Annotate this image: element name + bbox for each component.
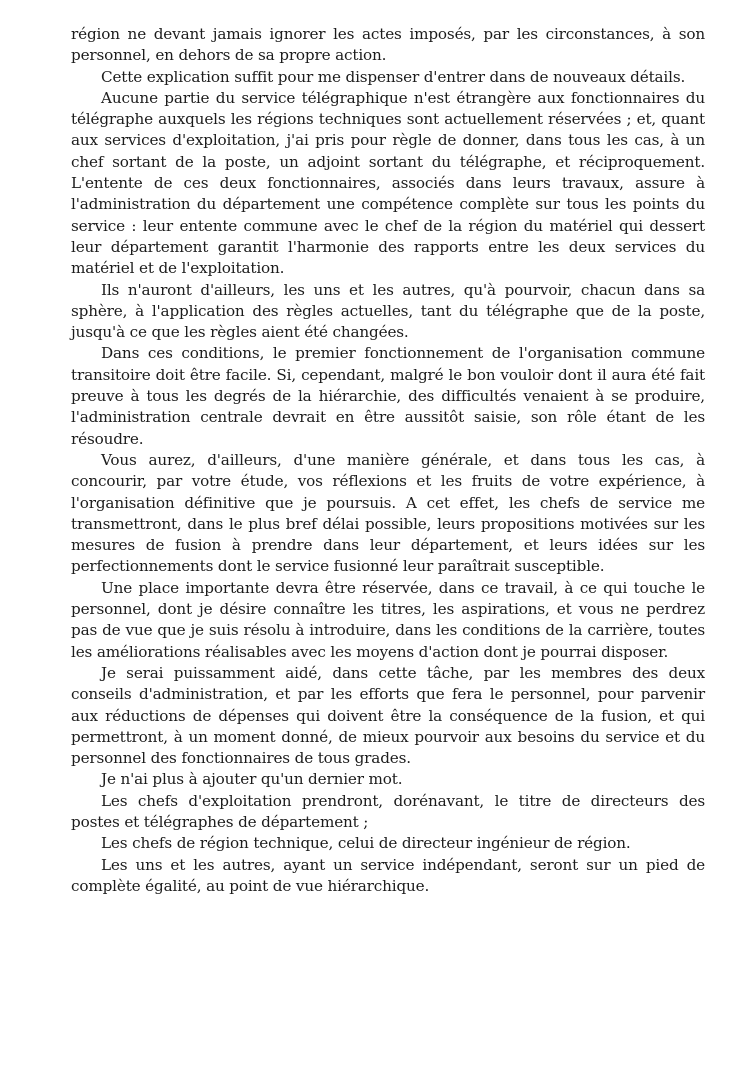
paragraph-6: Vous aurez, d'ailleurs, d'une manière générale, et dans tous les cas, à concourir, par votre étude, vos réflexions et les fruits de votre expérience, à l'organisation définitive que je poursuis. A cet effet, les chefs de service me transmettront, dans le plus bref délai possible, leurs propositions motivées sur les mesures de fusion à prendre dans leur département, et leurs idées sur les perfectionnements dont le service fusionné leur paraîtrait susceptible. — [71, 450, 705, 576]
paragraph-7: Une place importante devra être réservée, dans ce travail, à ce qui touche le personnel, dont je désire connaître les titres, les aspirations, et vous ne perdrez pas de vue que je suis résolu à introduire, dans les conditions de la carrière, toutes les améliorations réalisables avec les moyens d'action dont je pourrai disposer. — [71, 578, 705, 661]
paragraph-4: Ils n'auront d'ailleurs, les uns et les autres, qu'à pourvoir, chacun dans sa sphère, à l'application des règles actuelles, tant du télégraphe que de la poste, jusqu'à ce que les règles aient été changées. — [71, 280, 705, 342]
paragraph-1: région ne devant jamais ignorer les actes imposés, par les circonstances, à son personnel, en dehors de sa propre action. — [71, 25, 705, 65]
paragraph-11: Les chefs de région technique, celui de directeur ingénieur de région. — [101, 834, 631, 853]
paragraph-12: Les uns et les autres, ayant un service indépendant, seront sur un pied de complète égalité, au point de vue hiérarchique. — [71, 855, 705, 895]
paragraph-5: Dans ces conditions, le premier fonctionnement de l'organisation commune transitoire doit être facile. Si, cependant, malgré le bon vouloir dont il aura été fait preuve à tous les degrés de la hiérarchie, des difficultés venaient à se produire, l'administration centrale devrait en être aussitôt saisie, son rôle étant de les résoudre. — [71, 344, 705, 448]
document-page — [71, 24, 705, 897]
paragraph-2: Cette explication suffit pour me dispenser d'entrer dans de nouveaux détails. — [101, 67, 686, 86]
paragraph-8: Je serai puissamment aidé, dans cette tâche, par les membres des deux conseils d'administration, et par les efforts que fera le personnel, pour parvenir aux réductions de dépenses qui doivent être la conséquence de la fusion, et qui permettront, à un moment donné, de mieux pourvoir aux besoins du service et du personnel des fonctionnaires de tous grades. — [71, 663, 705, 768]
paragraph-10: Les chefs d'exploitation prendront, dorénavant, le titre de directeurs des postes et télégraphes de département ; — [71, 791, 705, 831]
paragraph-3: Aucune partie du service télégraphique n'est étrangère aux fonctionnaires du télégraphe auxquels les régions techniques sont actuellement réservées ; et, quant aux services d'exploitation, j'ai pris pour règle de donner, dans tous les cas, à un chef sortant de la poste, un adjoint sortant du télégraphe, et réciproquement. L'entente de ces deux fonctionnaires, associés dans leurs travaux, assure à l'administration du département une compétence complète sur tous les points du service : leur entente commune avec le chef de la région du matériel qui dessert leur département garantit l'harmonie des rapports entre les deux services du matériel et de l'exploitation. — [71, 88, 705, 278]
paragraph-9: Je n'ai plus à ajouter qu'un dernier mot. — [101, 770, 403, 789]
